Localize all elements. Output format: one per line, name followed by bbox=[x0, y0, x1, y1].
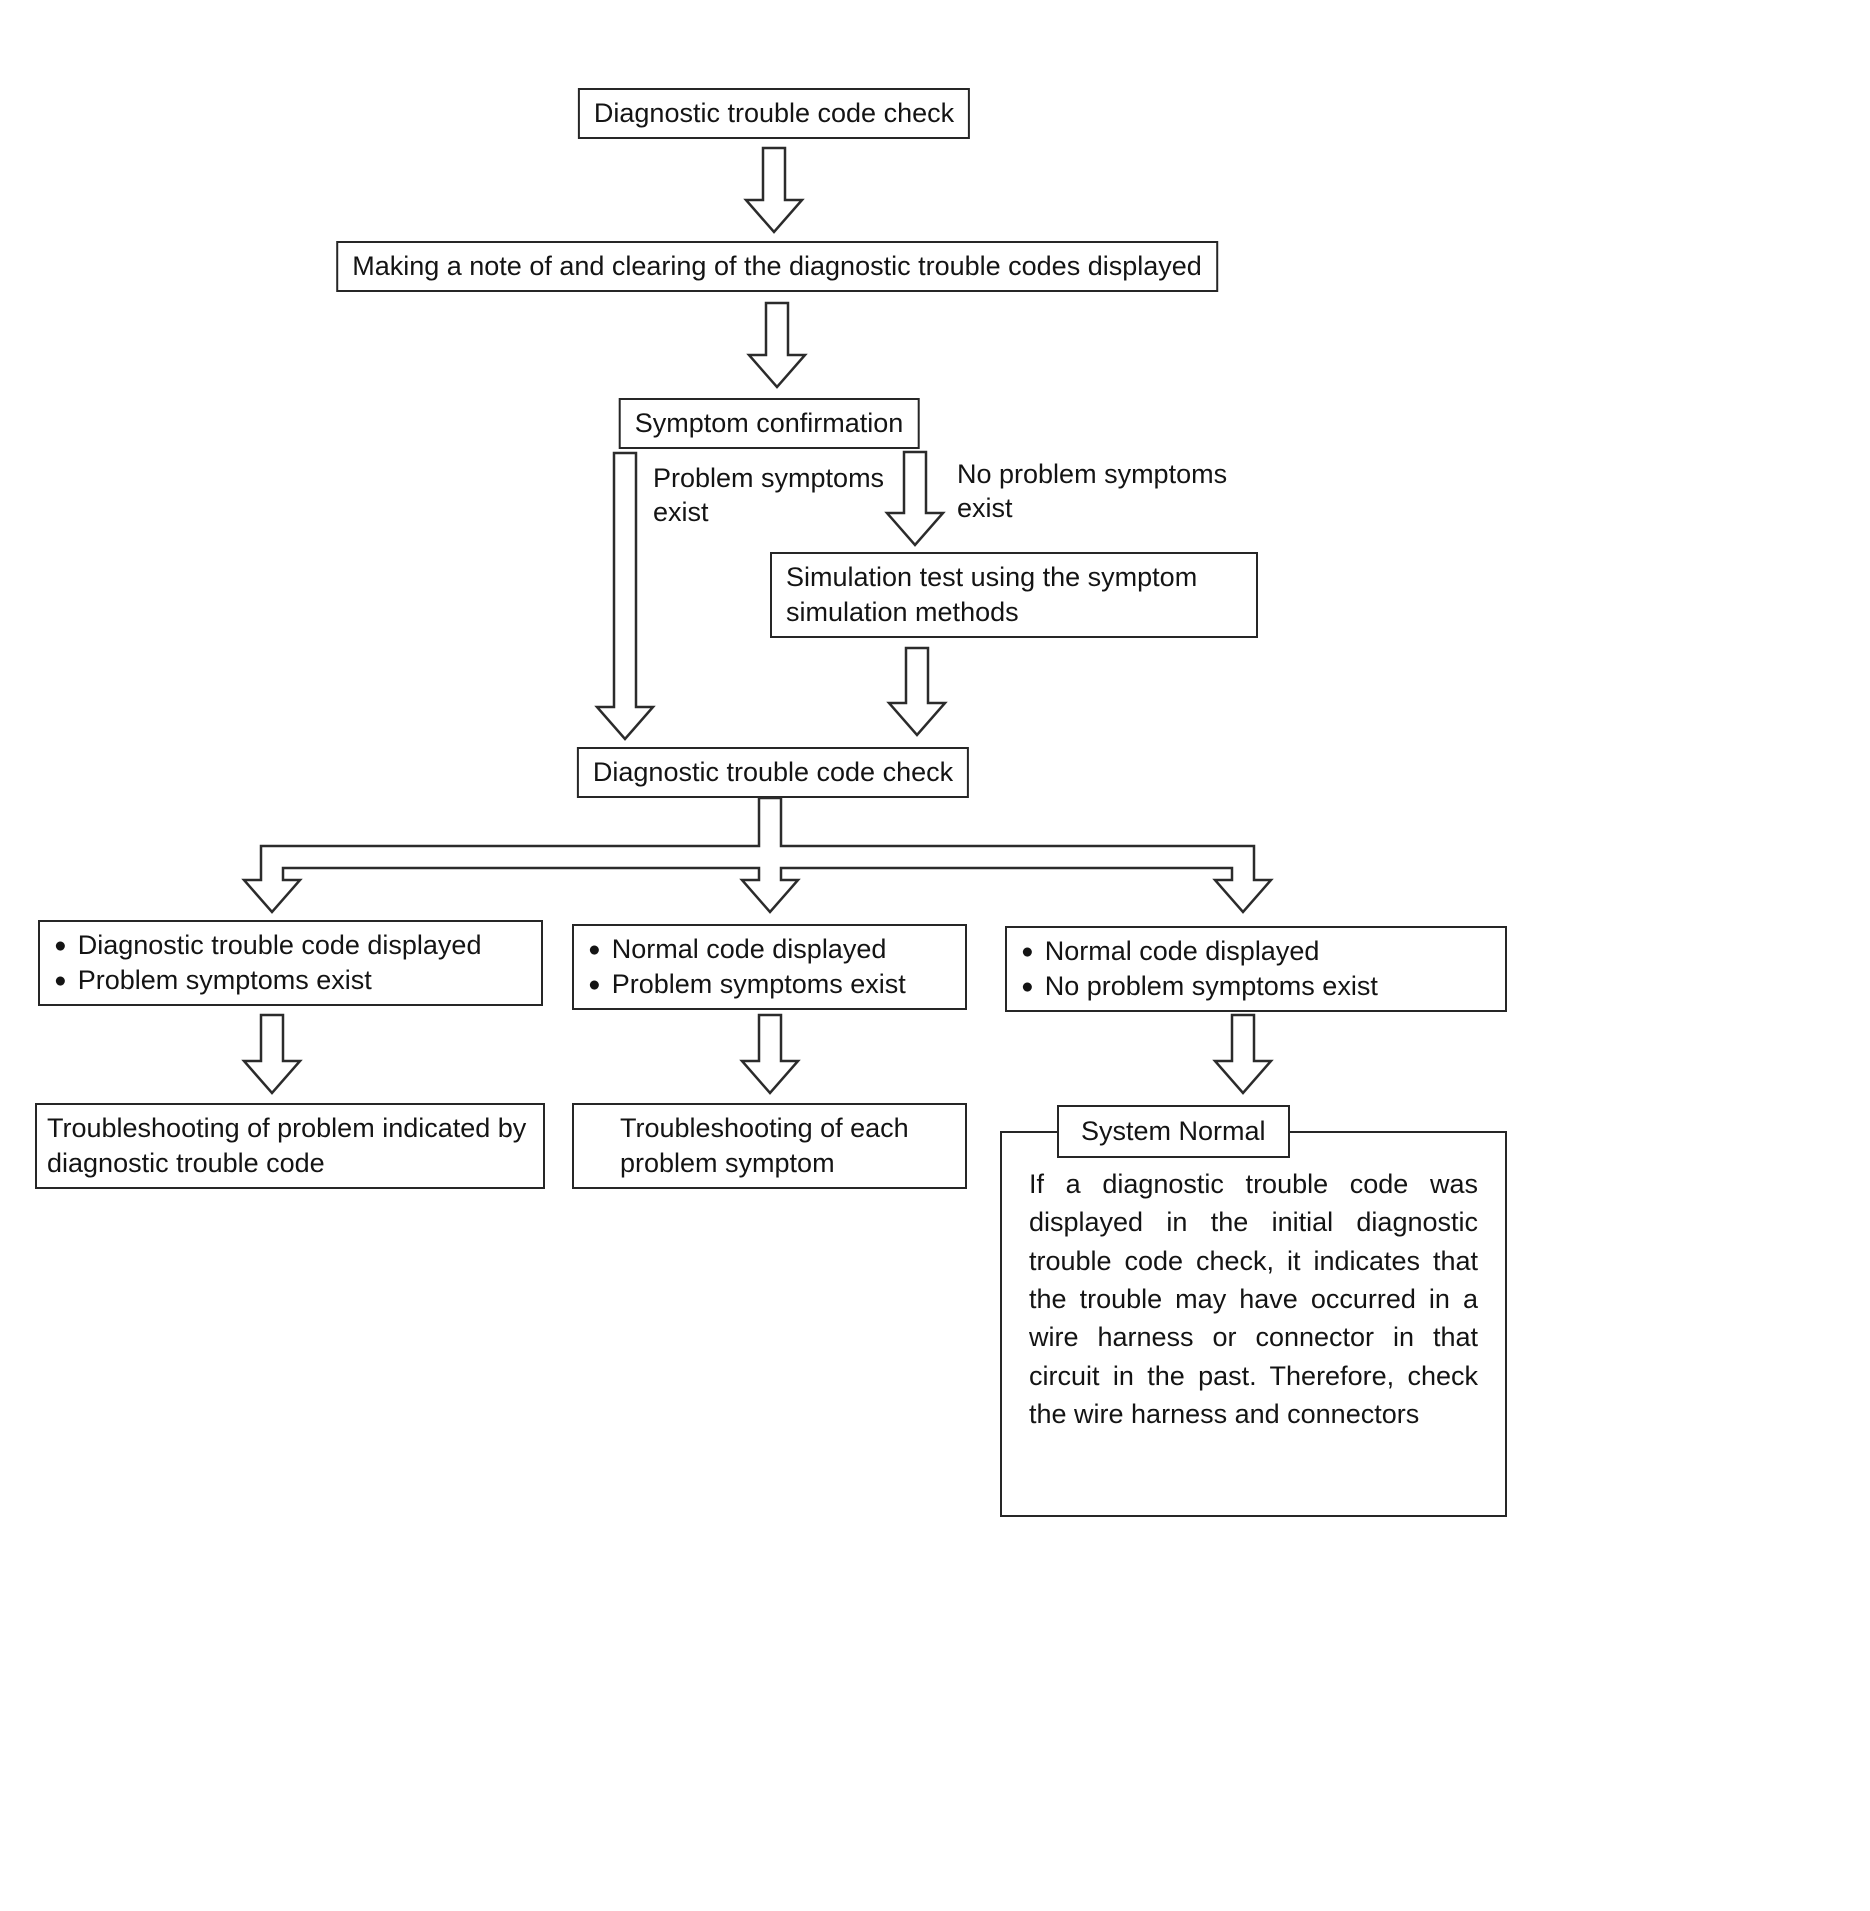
down-arrow-icon bbox=[595, 452, 655, 740]
node-result-dtc-displayed bbox=[38, 920, 543, 1006]
node-symptom-confirmation-label: Symptom confirmation bbox=[634, 408, 904, 438]
node-note-and-clear bbox=[336, 241, 1218, 292]
down-arrow-icon bbox=[887, 647, 947, 736]
node-result-normal-code-symptoms bbox=[572, 924, 967, 1010]
node-system-normal-body-text: If a diagnostic trouble code was displayed in the initial diagnostic trouble code check, it indicates that the trouble may have occurred in a wire harness or connector in that circuit in the past. Therefore, check the wire harness and connectors bbox=[1029, 1169, 1478, 1429]
node-simulation-test-label: Simulation test using the symptom simulation methods bbox=[786, 562, 1198, 628]
down-arrow-icon bbox=[744, 147, 804, 233]
node-system-normal-body bbox=[1000, 1131, 1507, 1517]
node-dtc-check-initial bbox=[578, 88, 970, 139]
node-troubleshoot-dtc bbox=[35, 1103, 545, 1189]
bullet-text: Problem symptoms exist bbox=[77, 965, 372, 996]
down-arrow-icon bbox=[885, 451, 945, 546]
bullet-text: Normal code displayed bbox=[611, 934, 887, 964]
down-arrow-icon bbox=[242, 1014, 302, 1094]
down-arrow-icon bbox=[1213, 1014, 1273, 1094]
label-no-problem-symptoms-exist bbox=[957, 458, 1267, 526]
bullet-item bbox=[54, 963, 527, 998]
label-problem-symptoms-exist-text: Problem symptoms exist bbox=[653, 463, 885, 527]
node-symptom-confirmation bbox=[619, 398, 920, 449]
node-result-normal-code-no-symptoms bbox=[1005, 926, 1507, 1012]
label-problem-symptoms-exist bbox=[653, 462, 915, 530]
bullet-icon bbox=[588, 967, 612, 1002]
node-troubleshoot-dtc-label: Troubleshooting of problem indicated by diagnostic trouble code bbox=[47, 1113, 527, 1179]
node-note-and-clear-label: Making a note of and clearing of the diagnostic trouble codes displayed bbox=[352, 251, 1202, 281]
bullet-icon bbox=[1021, 934, 1045, 969]
node-troubleshoot-symptom bbox=[572, 1103, 967, 1189]
node-dtc-check-initial-label: Diagnostic trouble code check bbox=[593, 98, 955, 128]
bullet-text: Problem symptoms exist bbox=[611, 969, 906, 1000]
bullet-item bbox=[1021, 969, 1491, 1004]
bullet-item bbox=[1021, 934, 1491, 969]
label-no-problem-symptoms-exist-text: No problem symptoms exist bbox=[957, 459, 1228, 523]
bullet-icon bbox=[54, 963, 78, 998]
node-system-normal-title bbox=[1057, 1105, 1290, 1158]
bullet-icon bbox=[54, 928, 78, 963]
node-simulation-test bbox=[770, 552, 1258, 638]
bullet-item bbox=[54, 928, 527, 963]
bullet-icon bbox=[1021, 969, 1045, 1004]
bullet-text: Normal code displayed bbox=[1044, 936, 1320, 966]
bullet-item bbox=[588, 932, 951, 967]
three-way-branch-arrow-icon bbox=[230, 790, 1290, 920]
node-system-normal-title-label: System Normal bbox=[1081, 1116, 1266, 1146]
bullet-item bbox=[588, 967, 951, 1002]
node-dtc-check-second-label: Diagnostic trouble code check bbox=[592, 757, 954, 787]
down-arrow-icon bbox=[740, 1014, 800, 1094]
bullet-text: No problem symptoms exist bbox=[1044, 971, 1378, 1002]
node-troubleshoot-symptom-label: Troubleshooting of each problem symptom bbox=[620, 1113, 909, 1179]
down-arrow-icon bbox=[747, 302, 807, 388]
bullet-text: Diagnostic trouble code displayed bbox=[77, 930, 482, 960]
bullet-icon bbox=[588, 932, 612, 967]
